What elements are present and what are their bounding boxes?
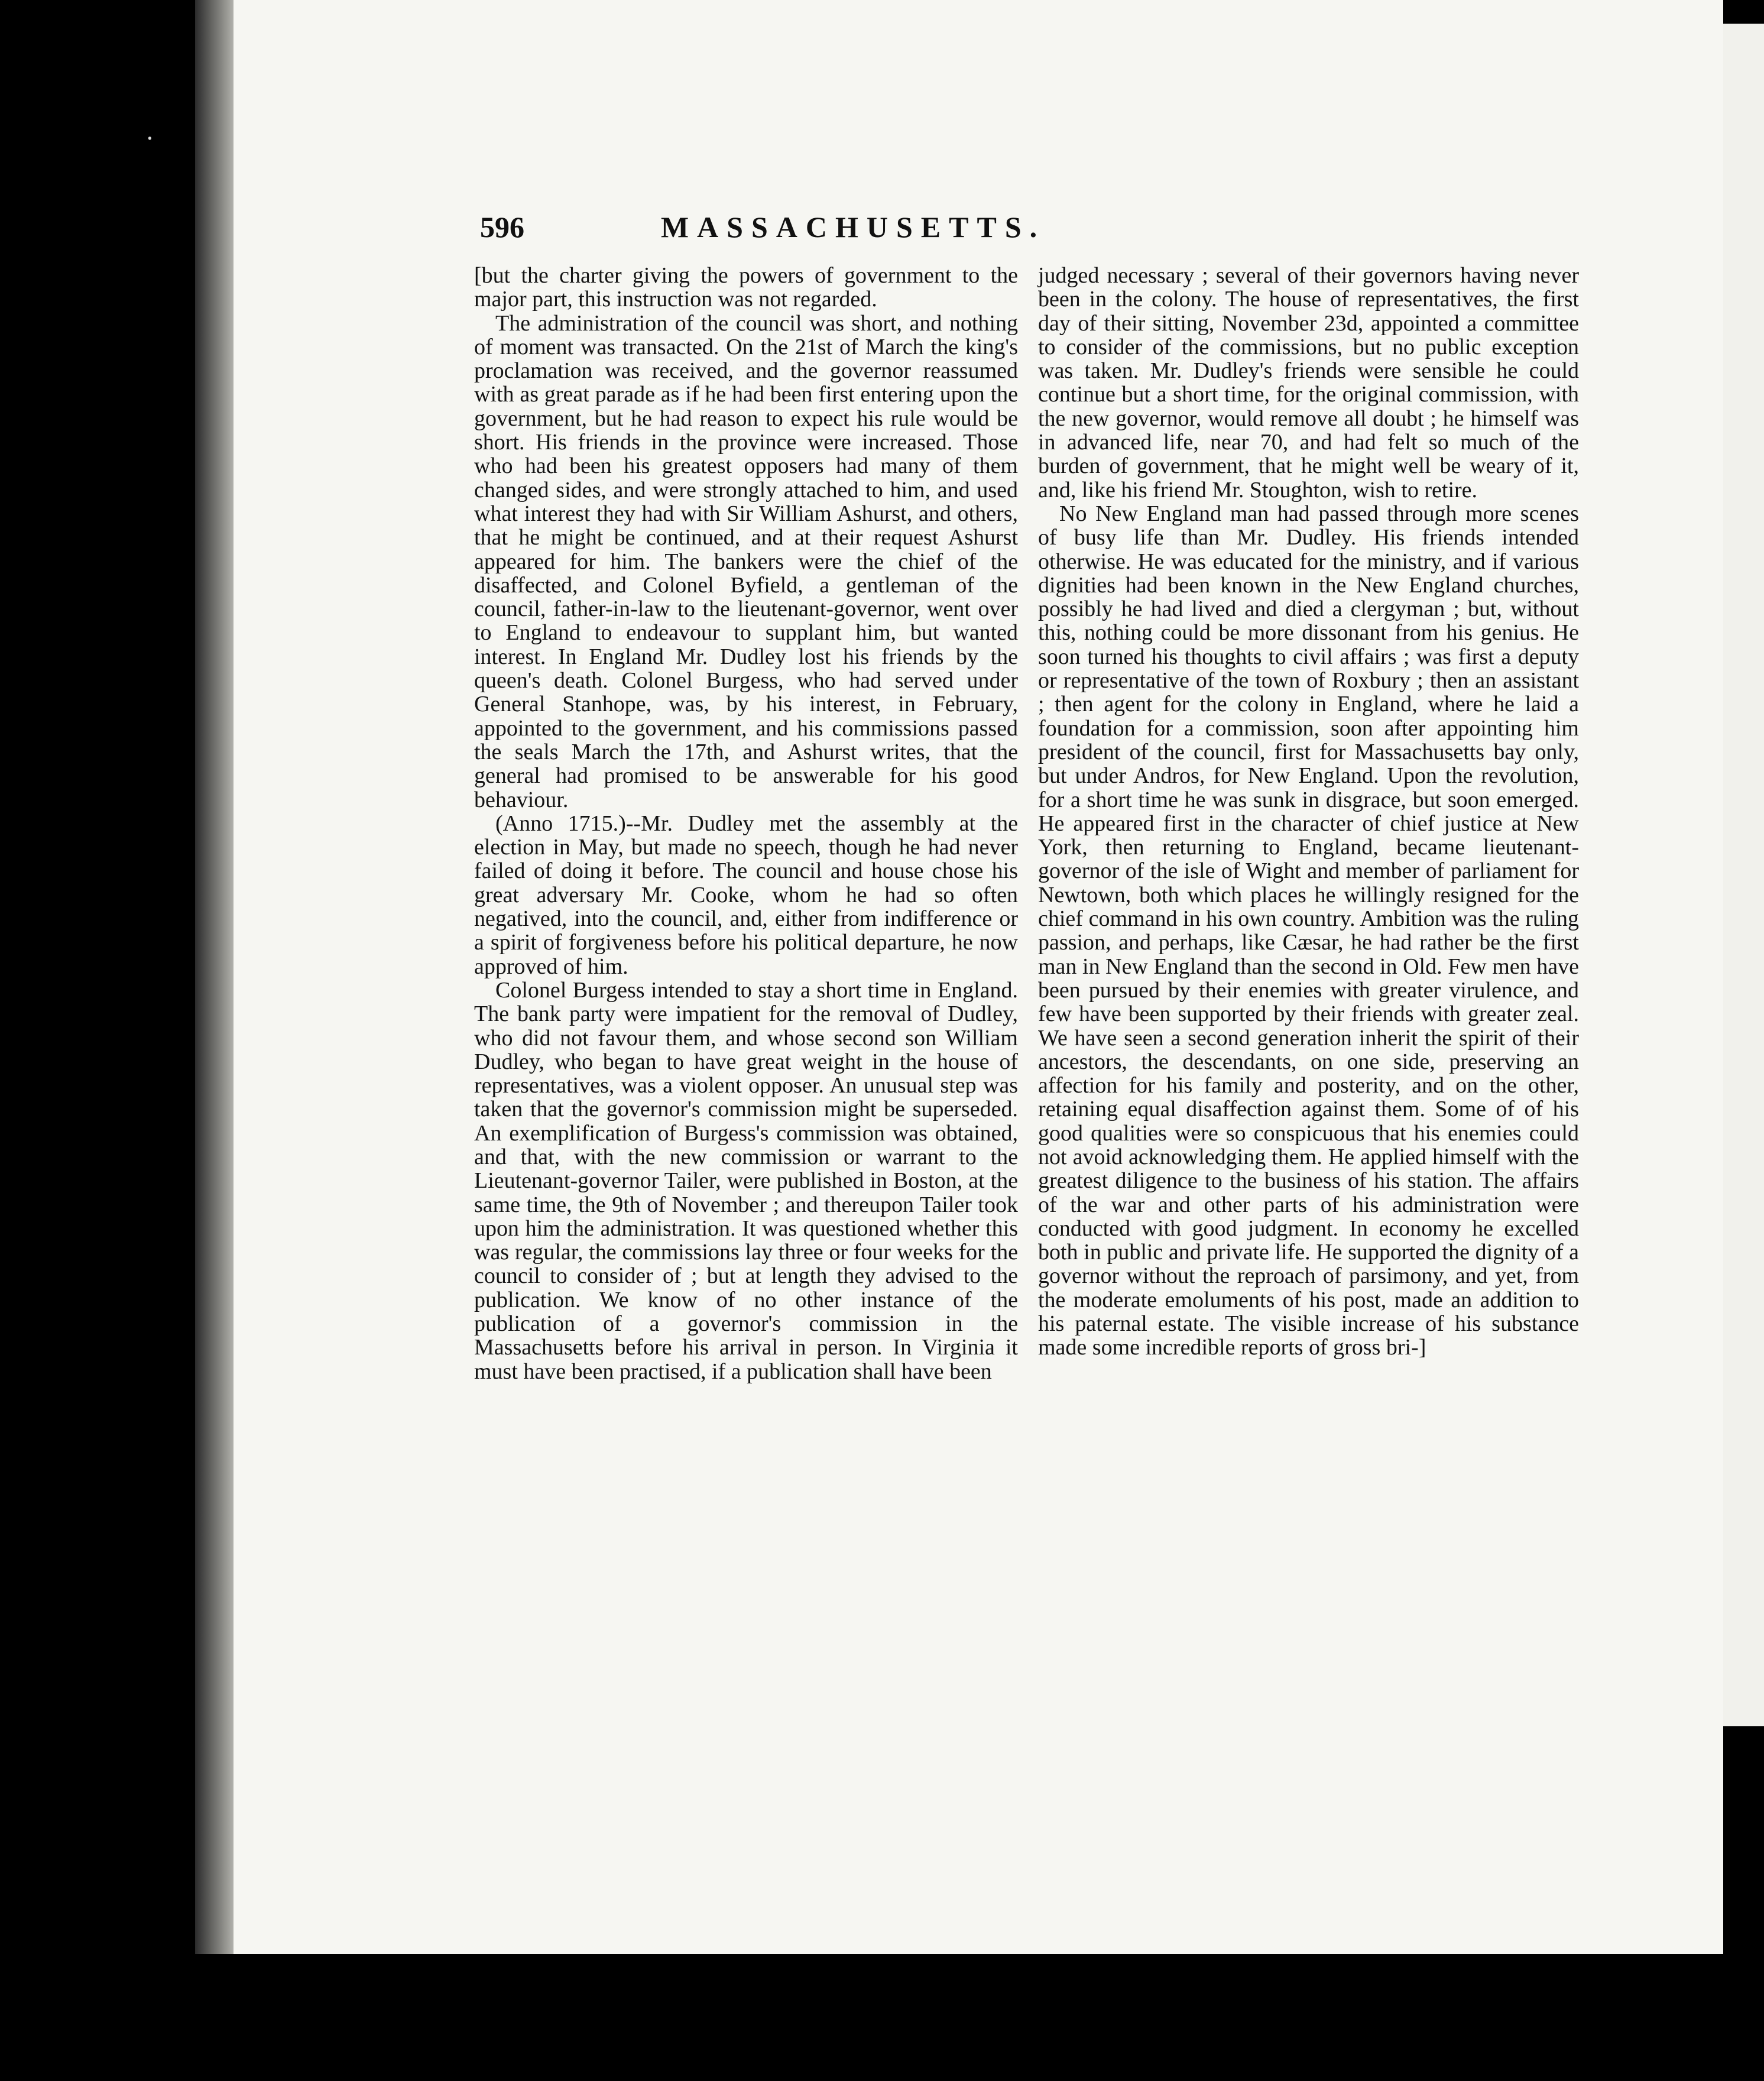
page-number: 596 [480,210,524,244]
left-text-column [474,264,1018,1383]
paragraph: Colonel Burgess intended to stay a short time in England. The bank party were impatient for the removal of Dudley, who did not favour them, and whose second son William Dudley, who began to have great weight in the house of representatives, was a violent opposer. An unusual step was taken that the governor's commission might be superseded. An exemplification of Burgess's commission was obtained, and that, with the new commission or warrant to the Lieutenant-governor Tailer, were published in Boston, at the same time, the 9th of November ; and thereupon Tailer took upon him the administration. It was questioned whether this was regular, the commissions lay three or four weeks for the council to consider of ; but at length they advised to the publication. We know of no other instance of the publication of a governor's commission in the Massachusetts before his arrival in person. In Virginia it must have been practised, if a publication shall have been [474,977,1018,1384]
right-text-column [1038,264,1579,1360]
page-header [480,210,1226,257]
paragraph: [but the charter giving the powers of government to the major part, this instruction was not regarded. [474,263,1018,312]
paragraph: No New England man had passed through more scenes of busy life than Mr. Dudley. His friends intended otherwise. He was educated for the ministry, and if various dignities had been known in the New England churches, possibly he had lived and died a clergyman ; but, without this, nothing could be more dissonant from his genius. He soon turned his thoughts to civil affairs ; was first a deputy or representative of the town of Roxbury ; then an assistant ; then agent for the colony in England, where he laid a foundation for a commission, soon after appointing him president of the council, first for Massachusetts bay only, but under Andros, for New England. Upon the revolution, for a short time he was sunk in disgrace, but soon emerged. He appeared first in the character of chief justice at New York, then returning to England, became lieutenant-governor of the isle of Wight and member of parliament for Newtown, both which places he willingly resigned for the chief command in his own country. Ambition was the ruling passion, and perhaps, like Cæsar, he had rather be the first man in New England than the second in Old. Few men have been pursued by their enemies with greater virulence, and few have been supported by their friends with greater zeal. We have seen a second generation inherit the spirit of their ancestors, the descendants, on one side, preserving an affection for his family and posterity, and on the other, retaining equal disaffection against them. Some of of his good qualities were so conspicuous that his enemies could not avoid acknowledging them. He applied himself with the greatest diligence to the business of his station. The affairs of the war and other parts of his administration were conducted with good judgment. In economy he excelled both in public and private life. He supported the dignity of a governor without the reproach of parsimony, and yet, from the moderate emoluments of his post, made an addition to his paternal estate. The visible increase of his substance made some incredible reports of gross bri-] [1038,501,1579,1360]
paragraph: judged necessary ; several of their governors having never been in the colony. The house of representatives, the first day of their sitting, November 23d, appointed a committee to consider of the commissions, but no public exception was taken. Mr. Dudley's friends were sensible he could continue but a short time, for the original commission, with the new governor, would remove all doubt ; he himself was in advanced life, near 70, and had felt so much of the burden of government, that he might well be weary of it, and, like his friend Mr. Stoughton, wish to retire. [1038,263,1579,503]
margin-mark: ⸱ [147,125,153,152]
paragraph: (Anno 1715.)--Mr. Dudley met the assembly at the election in May, but made no speech, though he had never failed of doing it before. The council and house chose his great adversary Mr. Cooke, whom he had so often negatived, into the council, and, either from indifference or a spirit of forgiveness before his political departure, he now approved of him. [474,811,1018,979]
next-page-edge [1723,24,1764,1726]
running-title: MASSACHUSETTS. [660,210,1046,244]
paragraph: The administration of the council was short, and nothing of moment was transacted. On the 21st of March the king's proclamation was received, and the governor reassumed with as great parade as if he had been first entering upon the government, but he had reason to expect his rule would be short. His friends in the province were increased. Those who had been his greatest opposers had many of them changed sides, and were strongly attached to him, and used what interest they had with Sir William Ashurst, and others, that he might be continued, and at their request Ashurst appeared for him. The bankers were the chief of the disaffected, and Colonel Byfield, a gentleman of the council, father-in-law to the lieutenant-governor, went over to England to endeavour to supplant him, but wanted interest. In England Mr. Dudley lost his friends by the queen's death. Colonel Burgess, who had served under General Stanhope, was, by his interest, in February, appointed to the government, and his commissions passed the seals March the 17th, and Ashurst writes, that the general had promised to be answerable for his good behaviour. [474,310,1018,812]
